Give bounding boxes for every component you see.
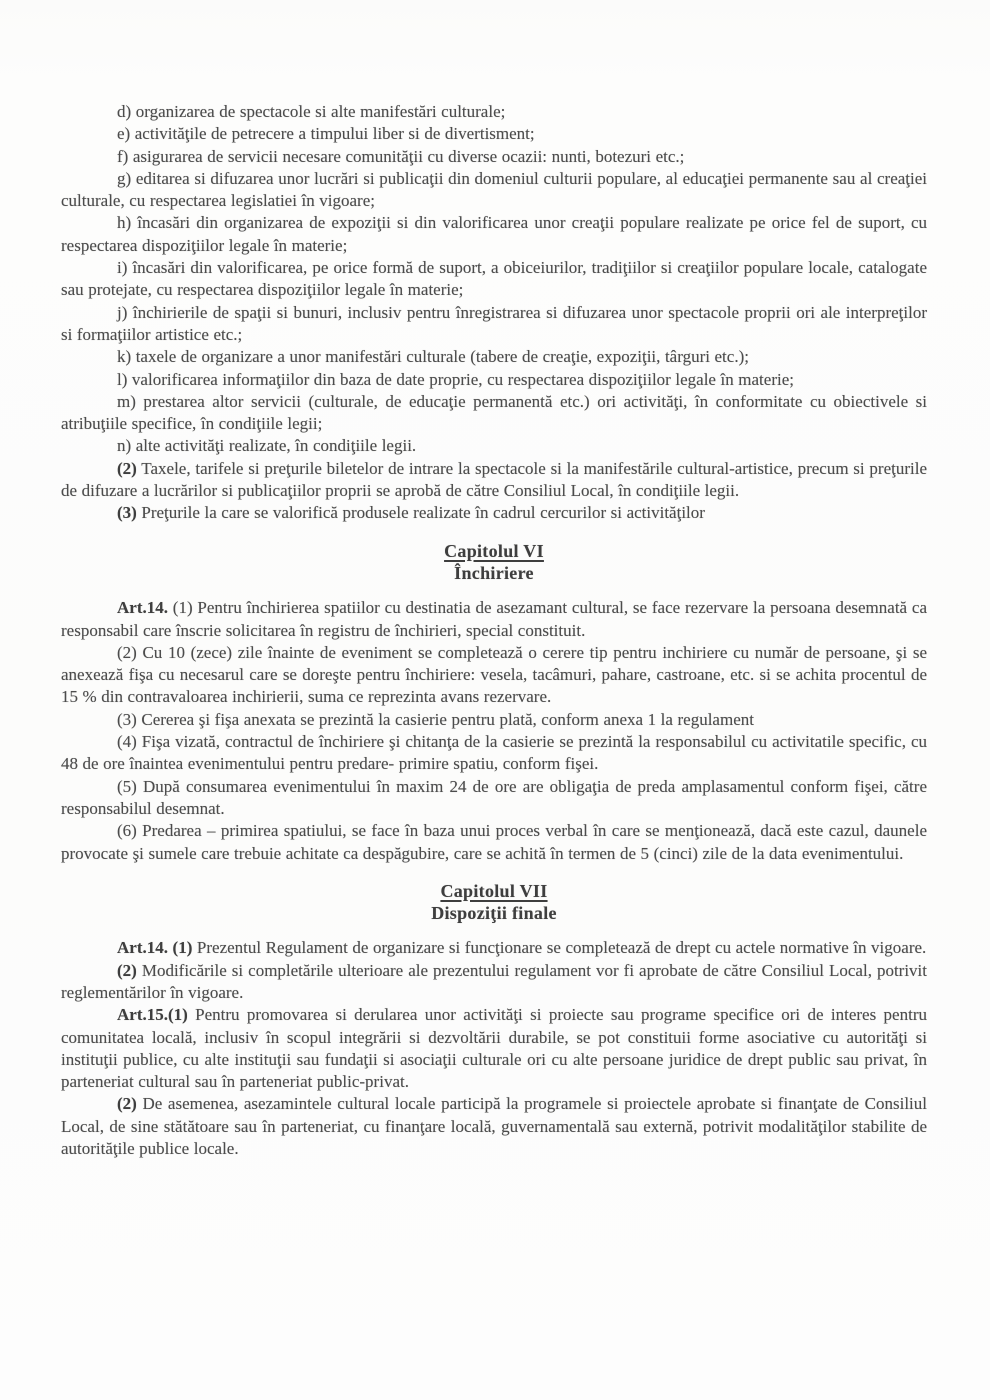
paragraph-marker: (3) [117,503,137,523]
chapter-vi-title-text: Capitolul VI [444,540,544,561]
paragraph-text: (3) Cererea şi fişa anexata se prezintă la casierie pentru plată, conform anexa 1 la regulament [117,709,754,729]
list-item-n [61,435,927,457]
chapter-vii-title-text: Capitolul VII [440,880,548,901]
list-item-f [61,146,927,168]
paragraph-text: e) activităţile de petrecere a timpului liber si de divertisment; [117,124,535,144]
paragraph-text: m) prestarea altor servicii (culturale, de educaţie permanentă etc.) ori activităţi, în conformitate cu obiectivele si atribuţiile specifice, în condiţiile legii; [61,391,927,434]
paragraph-text: Taxele, tarifele si preţurile biletelor de intrare la spectacole si la manifestările cultural-artistice, precum si preţurile de difuzare a lucrărilor si publicaţiilor proprii se aprobă de către Consiliul Local, în condiţiile legii. [61,458,927,501]
chapter-vi-title [61,540,927,562]
list-item-g [61,168,927,213]
final-article-14-paragraph-2 [61,960,927,1005]
paragraph-text: i) încasări din valorificarea, pe orice formă de suport, a obiceiurilor, tradiţiilor si creaţiilor populare locale, catalogate sau protejate, cu respectarea dispoziţiilor legale în materie; [61,258,927,300]
list-item-h [61,212,927,257]
paragraph-text: (5) După consumarea evenimentului în maxim 24 de ore are obligaţia de preda amplasamentul conform fişei, către responsabilul desemnat. [61,776,927,818]
article-14-paragraph-1 [61,597,927,642]
paragraph-text: Prezentul Regulament de organizare si funcţionare se completează de drept cu actele normative în vigoare. [192,938,927,958]
article-14-paragraph-6 [61,820,927,865]
paragraph-marker: (2) [117,1094,137,1114]
paragraph-text: (1) Pentru închirierea spatiilor cu destinatia de asezamant cultural, se face rezervare la persoana desemnată ca responsabil care înscrie solicitarea în registru de închirieri, special constituit. [61,598,927,640]
list-item-k [61,346,927,368]
list-item-m [61,391,927,436]
article-14-paragraph-4 [61,731,927,776]
paragraph-marker: (2) [117,960,137,980]
paragraph-text: j) închirierile de spaţii si bunuri, inclusiv pentru înregistrarea si difuzarea unor spectacole proprii ori ale interpreţilor si formaţiilor artistice etc.; [61,302,927,344]
paragraph-text: Preţurile la care se valorifică produsele realizate în cadrul cercurilor si activităţilor [136,503,705,523]
paragraph-text: k) taxele de organizare a unor manifestări culturale (tabere de creaţie, expoziţii, târguri etc.); [117,347,749,367]
chapter-vii-heading [61,880,927,925]
article-marker: Art.14. (1) [117,938,193,958]
article-marker: Art.15.(1) [117,1005,188,1025]
article-14-paragraph-2 [61,642,927,709]
chapter-vi-heading [61,540,927,585]
paragraph-text: De asemenea, asezamintele cultural locale participă la programele si proiectele aprobate si finanţate de Consiliul Local, de sine stătătoare sau în parteneriat, cu finanţare locală, guvernamentală sau externă, potrivit modalităţilor stabilite de autorităţile publice locale. [61,1094,927,1159]
paragraph-text: (6) Predarea – primirea spatiului, se face în baza unui proces verbal în care se menţionează, dacă este cazul, daunele provocate şi sumele care trebuie achitate ca despăgubire, care se achită în termen de 5 (cinci) zile de la data evenimentului. [61,821,927,863]
paragraph-text: (2) Cu 10 (zece) zile înainte de eveniment se completează o cerere tip pentru inchiriere cu număr de persoane, şi se anexează fişa cu necesarul care se doreşte pentru închiriere: vesela, tacâmuri, pahare, castroane, etc. si se achita procentul de 15 % din contravaloarea inchirierii, suma ce reprezinta avans rezervare. [61,642,927,707]
paragraph-text: d) organizarea de spectacole si alte manifestări culturale; [117,102,506,121]
list-item-e [61,123,927,145]
paragraph-text: n) alte activităţi realizate, în condiţiile legii. [117,436,417,456]
final-article-14-paragraph-1 [61,937,927,959]
paragraph-3 [61,502,927,524]
chapter-vii-title [61,880,927,902]
article-14-paragraph-3 [61,709,927,731]
list-item-i [61,257,927,302]
paragraph-text: h) încasări din organizarea de expoziţii si din valorificarea unor creaţii populare realizate pe orice fel de suport, cu respectarea dispoziţiilor legale în materie; [61,213,927,255]
article-14-paragraph-5 [61,776,927,821]
article-marker: Art.14. [117,598,168,618]
chapter-vi-subtitle: Închiriere [454,562,534,583]
section-dispozitii-finale [61,937,927,1160]
paragraph-text: (4) Fişa vizată, contractul de închiriere şi chitanţa de la casierie se prezintă la responsabilul cu activitatile specific, cu 48 de ore înaintea evenimentului pentru predare- primire spatiu, conform fişei. [61,732,927,774]
paragraph-text: Modificările si completările ulterioare ale prezentului regulament vor fi aprobate de către Consiliul Local, potrivit reglementărilor în vigoare. [61,960,927,1002]
article-15-paragraph-1 [61,1004,927,1093]
section-inchiriere [61,597,927,865]
list-item-d [61,101,927,123]
paragraph-marker: (2) [117,458,137,478]
paragraph-2 [61,458,927,503]
list-item-j [61,302,927,347]
chapter-vii-subtitle: Dispoziţii finale [431,903,557,924]
paragraph-text: g) editarea si difuzarea unor lucrări si publicaţii din domeniul culturii populare, al educaţiei permanente sau al creaţiei culturale, cu respectarea legislatiei în vigoare; [61,168,927,211]
paragraph-text: Pentru promovarea si derularea unor activităţi si proiecte sau programe specifice ori de interes pentru comunitatea locală, inclusiv în scopul integrării si dezvoltării durabile, se pot constituii forme asociative cu autorităţi si instituţii publice, cu alte instituţii sau fundaţii si asociaţii culturale ori cu alte persoane juridice de drept public sau privat, în parteneriat cultural sau în parteneriat public-privat. [61,1005,927,1092]
section-activities-and-fees [61,101,927,525]
list-item-l [61,369,927,391]
article-15-paragraph-2 [61,1093,927,1160]
paragraph-text: f) asigurarea de servicii necesare comunităţii cu diverse ocazii: nunti, botezuri etc.; [117,146,685,166]
paragraph-text: l) valorificarea informaţiilor din baza de date proprie, cu respectarea dispoziţiilor legale în materie; [117,369,794,389]
